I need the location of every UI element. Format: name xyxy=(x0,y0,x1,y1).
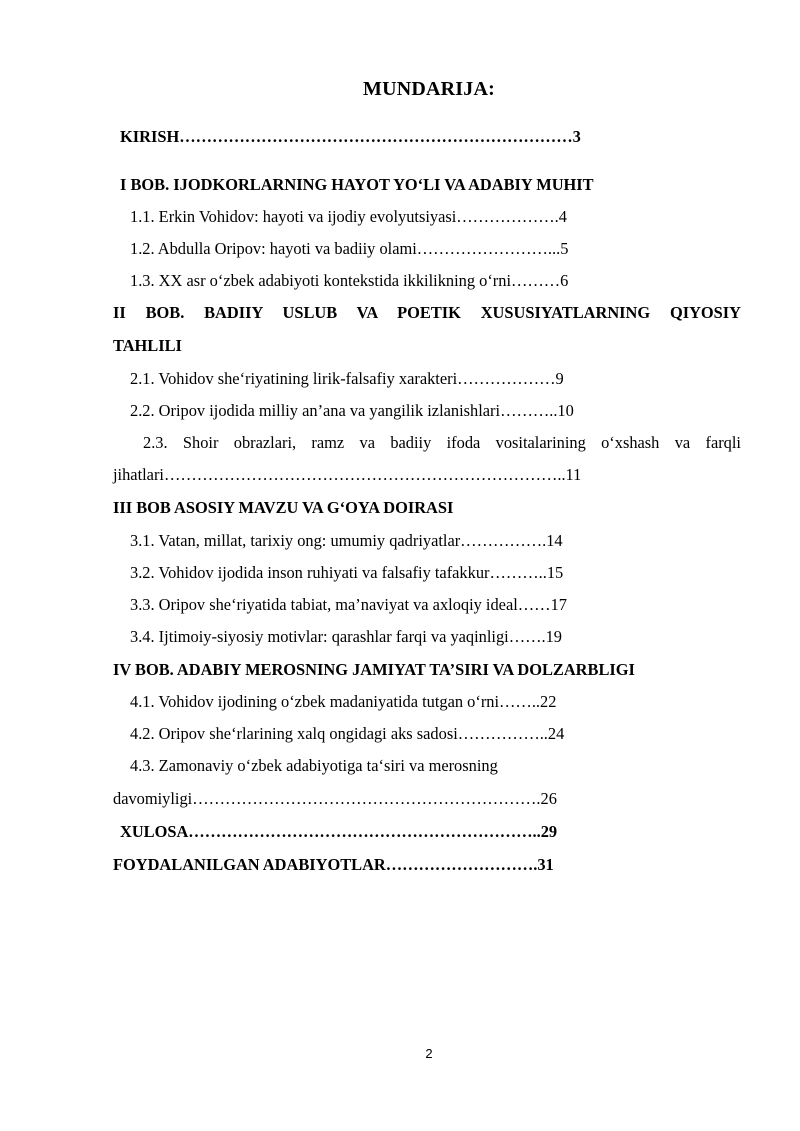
toc-chapter-3: III BOB ASOSIY MAVZU VA G‘OYA DOIRASI xyxy=(113,498,454,517)
toc-section-2-2: 2.2. Oripov ijodida milliy an’ana va yangilik izlanishlari………..10 xyxy=(130,401,574,420)
toc-entry-bibliography: FOYDALANILGAN ADABIYOTLAR……………………….31 xyxy=(113,855,554,874)
toc-section-1-3: 1.3. XX asr o‘zbek adabiyoti kontekstida ikkilikning o‘rni………6 xyxy=(130,271,569,290)
toc-section-2-3: 2.3. Shoir obrazlari, ramz va badiiy ifoda vositalarining o‘xshash va farqli xyxy=(143,433,741,452)
toc-section-3-4: 3.4. Ijtimoiy-siyosiy motivlar: qarashlar farqi va yaqinligi…….19 xyxy=(130,627,562,646)
toc-chapter-4: IV BOB. ADABIY MEROSNING JAMIYAT TA’SIRI VA DOLZARBLIGI xyxy=(113,660,635,679)
toc-chapter-2-continued: TAHLILI xyxy=(113,336,182,355)
toc-section-3-3: 3.3. Oripov she‘riyatida tabiat, ma’naviyat va axloqiy ideal……17 xyxy=(130,595,567,614)
toc-section-2-1: 2.1. Vohidov she‘riyatining lirik-falsafiy xarakteri………………9 xyxy=(130,369,564,388)
page-number: 2 xyxy=(425,1046,433,1061)
toc-section-4-3-continued: davomiyligi……………………………………………………….26 xyxy=(113,789,557,808)
toc-section-3-2: 3.2. Vohidov ijodida inson ruhiyati va falsafiy tafakkur………..15 xyxy=(130,563,564,582)
toc-section-1-1: 1.1. Erkin Vohidov: hayoti va ijodiy evolyutsiyasi……………….4 xyxy=(130,207,567,226)
toc-entry-kirish: KIRISH………………………………………………………………3 xyxy=(120,127,581,146)
toc-section-2-3-continued: jihatlari………………………………………………………………..11 xyxy=(113,465,582,484)
toc-chapter-2: II BOB. BADIIY USLUB VA POETIK XUSUSIYATLARNING QIYOSIY xyxy=(113,303,741,322)
toc-section-4-1: 4.1. Vohidov ijodining o‘zbek madaniyatida tutgan o‘rni……..22 xyxy=(130,692,557,711)
toc-section-4-3: 4.3. Zamonaviy o‘zbek adabiyotiga ta‘siri va merosning xyxy=(130,756,498,775)
toc-section-1-2: 1.2. Abdulla Oripov: hayoti va badiiy olami……………………...5 xyxy=(130,239,569,258)
toc-section-4-2: 4.2. Oripov she‘rlarining xalq ongidagi aks sadosi……………..24 xyxy=(130,724,565,743)
toc-section-3-1: 3.1. Vatan, millat, tarixiy ong: umumiy qadriyatlar…………….14 xyxy=(130,531,563,550)
toc-title: MUNDARIJA: xyxy=(363,78,495,100)
toc-entry-xulosa: XULOSA………………………………………………………..29 xyxy=(120,822,558,841)
toc-chapter-1: I BOB. IJODKORLARNING HAYOT YO‘LI VA ADABIY MUHIT xyxy=(120,175,594,194)
